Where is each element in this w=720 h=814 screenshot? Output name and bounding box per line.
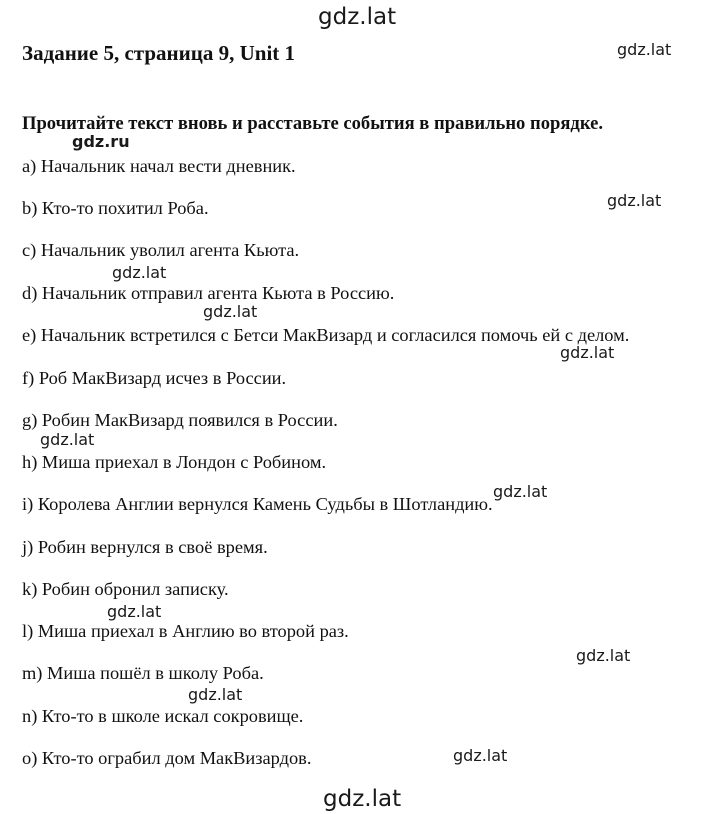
- event-item-c: c) Начальник уволил агента Кьюта.: [22, 240, 300, 260]
- task-instruction: Прочитайте текст вновь и расставьте события в правильно порядке.: [22, 113, 603, 134]
- event-item-i: i) Королева Англии вернулся Камень Судьбы в Шотландию.: [22, 494, 493, 514]
- event-item-o: o) Кто-то ограбил дом МакВизардов.: [22, 748, 312, 768]
- watermark: gdz.lat: [188, 685, 243, 704]
- event-item-l: l) Миша приехал в Англию во второй раз.: [22, 621, 349, 641]
- watermark: gdz.lat: [560, 343, 615, 362]
- event-item-j: j) Робин вернулся в своё время.: [22, 537, 268, 557]
- event-item-a: a) Начальник начал вести дневник.: [22, 156, 296, 176]
- watermark: gdz.lat: [112, 263, 167, 282]
- event-item-f: f) Роб МакВизард исчез в России.: [22, 368, 287, 388]
- watermark: gdz.lat: [493, 482, 548, 501]
- page-title: Задание 5, страница 9, Unit 1: [22, 41, 296, 65]
- watermark: gdz.lat: [453, 746, 508, 765]
- event-item-g: g) Робин МакВизард появился в России.: [22, 410, 338, 430]
- event-item-k: k) Робин обронил записку.: [22, 579, 229, 599]
- event-item-h: h) Миша приехал в Лондон с Робином.: [22, 452, 327, 472]
- event-item-d: d) Начальник отправил агента Кьюта в Россию.: [22, 283, 395, 303]
- watermark: gdz.lat: [40, 430, 95, 449]
- watermark: gdz.lat: [576, 646, 631, 665]
- event-item-n: n) Кто-то в школе искал сокровище.: [22, 706, 304, 726]
- event-item-b: b) Кто-то похитил Роба.: [22, 198, 209, 218]
- event-item-e: e) Начальник встретился с Бетси МакВизард и согласился помочь ей с делом.: [22, 325, 630, 345]
- event-item-m: m) Миша пошёл в школу Роба.: [22, 663, 264, 683]
- watermark-header-right: gdz.lat: [617, 40, 672, 59]
- watermark: gdz.lat: [203, 302, 258, 321]
- watermark-top: gdz.lat: [318, 4, 397, 30]
- watermark: gdz.lat: [607, 191, 662, 210]
- watermark: gdz.lat: [107, 602, 162, 621]
- watermark-gdz-ru: gdz.ru: [72, 132, 130, 151]
- watermark-bottom: gdz.lat: [323, 786, 402, 812]
